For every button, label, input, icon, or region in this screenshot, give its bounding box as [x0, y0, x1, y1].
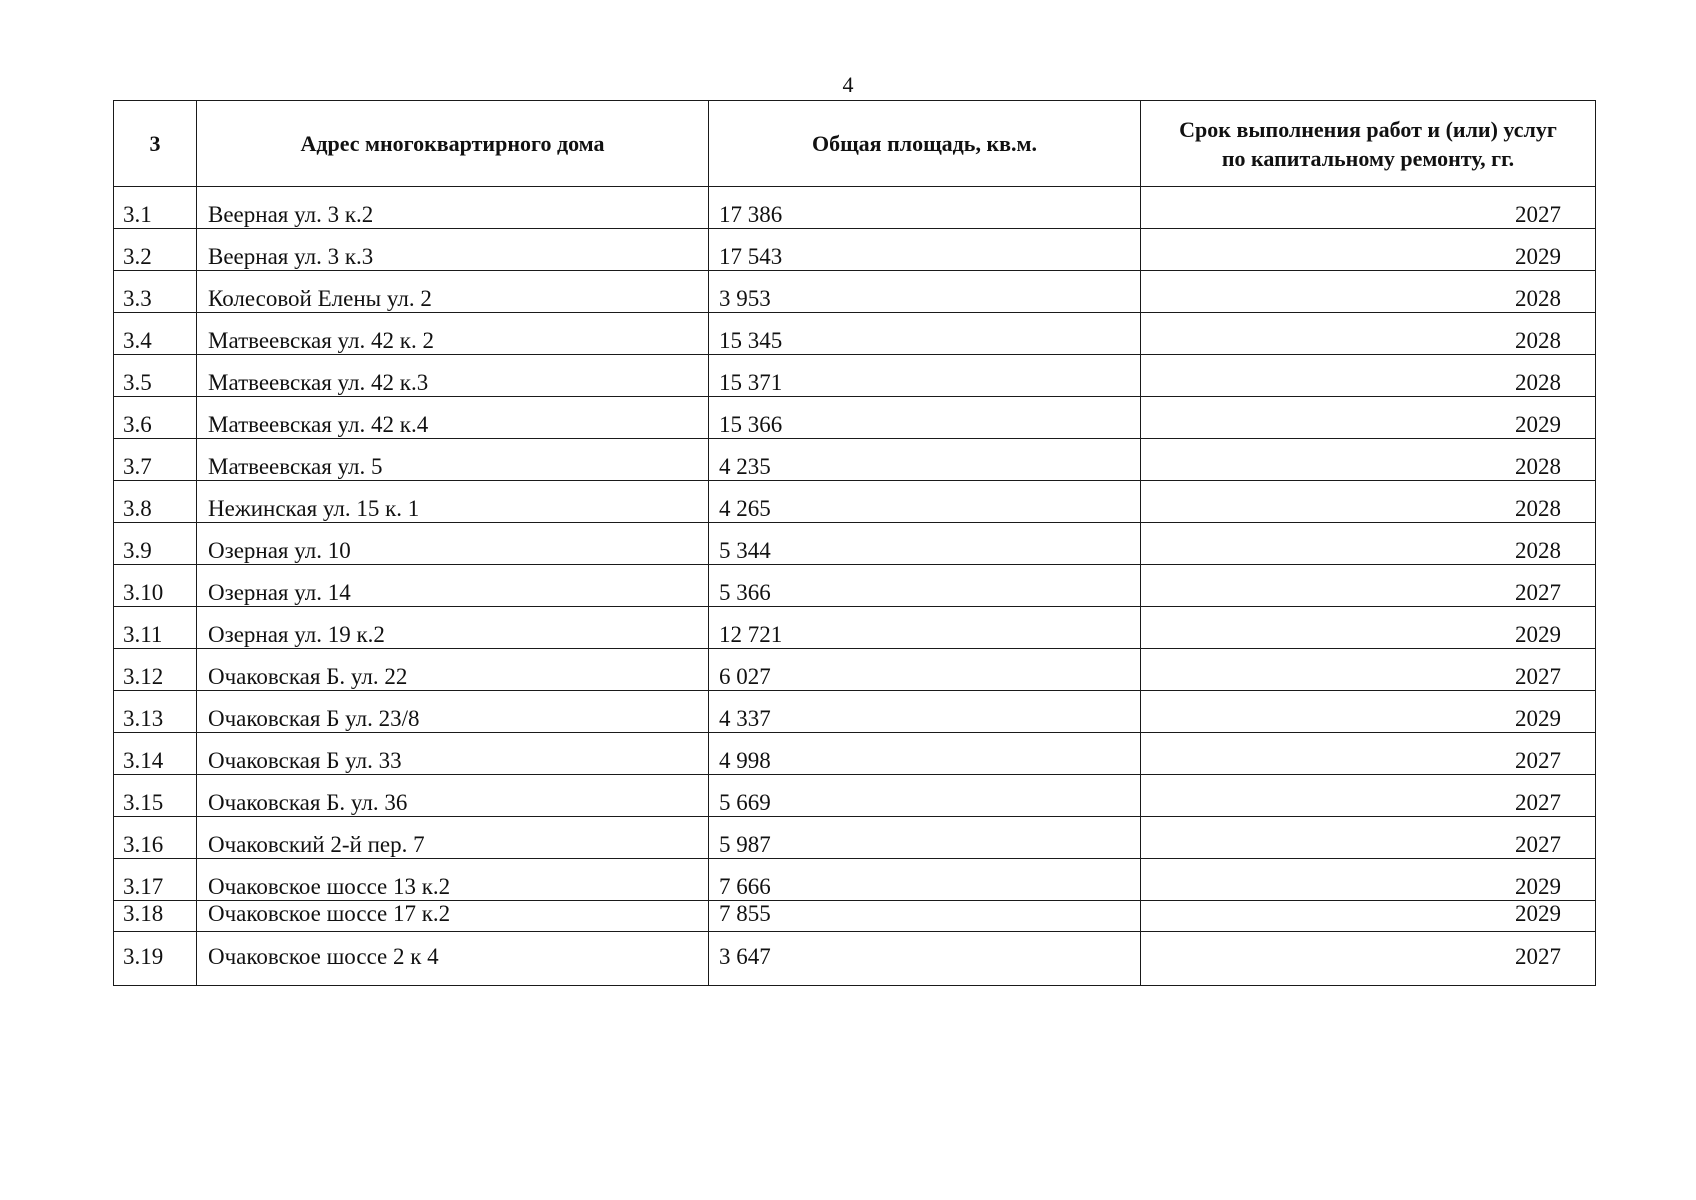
table-row [114, 775, 1596, 817]
cell-area: 3 647 [709, 932, 1141, 986]
cell-year: 2028 [1141, 355, 1596, 397]
cell-num: 3.5 [114, 355, 197, 397]
cell-address: Нежинская ул. 15 к. 1 [197, 481, 709, 523]
cell-address: Матвеевская ул. 42 к. 2 [197, 313, 709, 355]
table-row [114, 229, 1596, 271]
cell-address: Очаковский 2-й пер. 7 [197, 817, 709, 859]
table-row [114, 607, 1596, 649]
cell-area: 17 543 [709, 229, 1141, 271]
table-row [114, 313, 1596, 355]
header-term-line1: Срок выполнения работ и (или) услуг [1179, 116, 1557, 142]
header-term [1141, 101, 1596, 187]
cell-area: 5 987 [709, 817, 1141, 859]
cell-address: Веерная ул. 3 к.2 [197, 187, 709, 229]
cell-num: 3.1 [114, 187, 197, 229]
table-body [114, 187, 1596, 986]
buildings-table [113, 100, 1596, 986]
cell-year: 2027 [1141, 817, 1596, 859]
cell-year: 2029 [1141, 229, 1596, 271]
cell-area: 15 366 [709, 397, 1141, 439]
cell-address: Колесовой Елены ул. 2 [197, 271, 709, 313]
cell-address: Матвеевская ул. 42 к.3 [197, 355, 709, 397]
cell-num: 3.13 [114, 691, 197, 733]
cell-num: 3.19 [114, 932, 197, 986]
cell-num: 3.6 [114, 397, 197, 439]
cell-num: 3.4 [114, 313, 197, 355]
cell-address: Очаковское шоссе 17 к.2 [197, 901, 709, 932]
cell-area: 4 337 [709, 691, 1141, 733]
cell-area: 4 265 [709, 481, 1141, 523]
cell-area: 3 953 [709, 271, 1141, 313]
cell-year: 2027 [1141, 187, 1596, 229]
table-row [114, 523, 1596, 565]
cell-area: 4 235 [709, 439, 1141, 481]
cell-num: 3.16 [114, 817, 197, 859]
table-row [114, 691, 1596, 733]
table-row [114, 355, 1596, 397]
cell-address: Озерная ул. 10 [197, 523, 709, 565]
cell-area: 7 666 [709, 859, 1141, 901]
page-number: 4 [842, 72, 854, 97]
table-row [114, 271, 1596, 313]
cell-num: 3.14 [114, 733, 197, 775]
cell-address: Веерная ул. 3 к.3 [197, 229, 709, 271]
cell-address: Очаковская Б ул. 33 [197, 733, 709, 775]
cell-address: Матвеевская ул. 42 к.4 [197, 397, 709, 439]
table-row [114, 932, 1596, 986]
cell-area: 17 386 [709, 187, 1141, 229]
cell-address: Озерная ул. 19 к.2 [197, 607, 709, 649]
cell-num: 3.10 [114, 565, 197, 607]
table-row [114, 817, 1596, 859]
cell-address: Очаковская Б. ул. 36 [197, 775, 709, 817]
cell-area: 15 371 [709, 355, 1141, 397]
cell-area: 5 669 [709, 775, 1141, 817]
cell-area: 7 855 [709, 901, 1141, 932]
cell-num: 3.12 [114, 649, 197, 691]
table-row [114, 565, 1596, 607]
cell-address: Матвеевская ул. 5 [197, 439, 709, 481]
cell-num: 3.2 [114, 229, 197, 271]
cell-year: 2028 [1141, 481, 1596, 523]
cell-area: 4 998 [709, 733, 1141, 775]
cell-year: 2027 [1141, 932, 1596, 986]
cell-year: 2027 [1141, 775, 1596, 817]
cell-year: 2028 [1141, 313, 1596, 355]
cell-area: 12 721 [709, 607, 1141, 649]
table-header-row [114, 101, 1596, 187]
table-row [114, 187, 1596, 229]
cell-address: Очаковская Б ул. 23/8 [197, 691, 709, 733]
cell-year: 2029 [1141, 859, 1596, 901]
cell-address: Очаковская Б. ул. 22 [197, 649, 709, 691]
cell-year: 2027 [1141, 733, 1596, 775]
cell-area: 15 345 [709, 313, 1141, 355]
cell-num: 3.15 [114, 775, 197, 817]
table-row [114, 733, 1596, 775]
cell-area: 6 027 [709, 649, 1141, 691]
cell-num: 3.18 [114, 901, 197, 932]
cell-year: 2029 [1141, 397, 1596, 439]
cell-area: 5 366 [709, 565, 1141, 607]
cell-year: 2028 [1141, 271, 1596, 313]
cell-num: 3.17 [114, 859, 197, 901]
table-row [114, 439, 1596, 481]
cell-year: 2027 [1141, 649, 1596, 691]
header-address: Адрес многоквартирного дома [197, 101, 709, 187]
cell-year: 2029 [1141, 691, 1596, 733]
cell-address: Очаковское шоссе 13 к.2 [197, 859, 709, 901]
cell-num: 3.8 [114, 481, 197, 523]
cell-year: 2029 [1141, 901, 1596, 932]
table-row [114, 649, 1596, 691]
cell-num: 3.9 [114, 523, 197, 565]
table-row [114, 397, 1596, 439]
cell-year: 2028 [1141, 439, 1596, 481]
cell-address: Озерная ул. 14 [197, 565, 709, 607]
cell-area: 5 344 [709, 523, 1141, 565]
table-row [114, 901, 1596, 932]
cell-year: 2029 [1141, 607, 1596, 649]
cell-num: 3.7 [114, 439, 197, 481]
cell-year: 2027 [1141, 565, 1596, 607]
header-term-line2: по капитальному ремонту, гг. [1221, 145, 1515, 171]
cell-num: 3.3 [114, 271, 197, 313]
cell-year: 2028 [1141, 523, 1596, 565]
header-area: Общая площадь, кв.м. [709, 101, 1141, 187]
cell-address: Очаковское шоссе 2 к 4 [197, 932, 709, 986]
header-num: 3 [114, 101, 197, 187]
table-row [114, 859, 1596, 901]
cell-num: 3.11 [114, 607, 197, 649]
table-row [114, 481, 1596, 523]
